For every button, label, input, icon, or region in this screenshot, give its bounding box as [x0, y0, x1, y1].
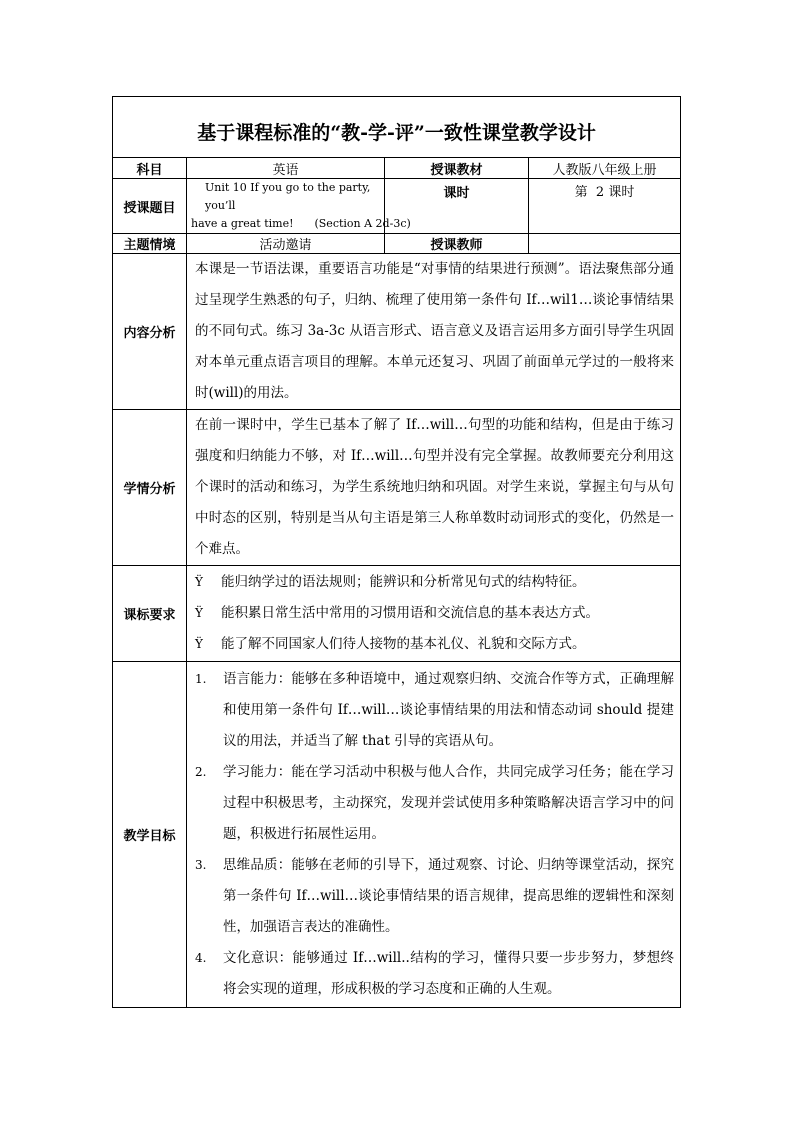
learner-analysis-row [113, 410, 681, 566]
teacher-label: 授课教师 [385, 234, 529, 254]
standards-item [187, 629, 680, 660]
subject-row [113, 158, 681, 179]
content-analysis-label: 内容分析 [113, 254, 187, 410]
standards-item [187, 598, 680, 629]
objectives-list [187, 662, 681, 1008]
objective-item [195, 850, 674, 943]
standards-item [187, 567, 680, 598]
theme-label: 主题情境 [113, 234, 187, 254]
objective-text: 文化意识：能够通过 If…will..结构的学习，懂得只要一步步努力，梦想终将会实现的道理，形成积极的学习态度和正确的人生观。 [223, 950, 675, 997]
objective-number: 1. [195, 672, 207, 686]
objectives-label: 教学目标 [113, 662, 187, 1008]
standards-item-text: 能积累日常生活中常用的习惯用语和交流信息的基本表达方式。 [221, 605, 599, 621]
objective-text: 思维品质：能够在老师的引导下，通过观察、讨论、归纳等课堂活动，探究第一条件句 If…will…谈论事情结果的语言规律，提高思维的逻辑性和深刻性，加强语言表达的准确性。 [223, 857, 675, 935]
learner-analysis-label: 学情分析 [113, 410, 187, 566]
lesson-plan-document [112, 96, 680, 1008]
topic-label: 授课题目 [113, 179, 187, 234]
document-title-cell [113, 97, 681, 158]
bullet-icon: Ÿ [195, 606, 203, 620]
document-title: 基于课程标准的“教-学-评”一致性课堂教学设计 [197, 121, 596, 144]
objective-text: 语言能力：能够在多种语境中，通过观察归纳、交流合作等方式，正确理解和使用第一条件句 If…will…谈论事情结果的用法和情态动词 should 提建议的用法，并适当了解 that 引导的宾语从句。 [223, 671, 675, 749]
objective-item [195, 943, 674, 1005]
lesson-plan-table [112, 96, 681, 1008]
period-label: 课时 [385, 179, 529, 234]
material-value: 人教版八年级上册 [529, 158, 681, 179]
standards-list [187, 566, 681, 662]
standards-row [113, 566, 681, 662]
objective-number: 3. [195, 858, 207, 872]
standards-label: 课标要求 [113, 566, 187, 662]
objective-number: 2. [195, 765, 207, 779]
objectives-row [113, 662, 681, 1008]
learner-analysis-text: 在前一课时中，学生已基本了解了 If…will…句型的功能和结构，但是由于练习强度和归纳能力不够，对 If…will…句型并没有完全掌握。故教师要充分利用这个课时的活动和练习，为学生系统地归纳和巩固。对学生来说，掌握主句与从句中时态的区别，特别是当从句主语是第三人称单数时动词形式的变化，仍然是一个难点。 [187, 410, 681, 566]
topic-value [187, 179, 411, 234]
subject-label: 科目 [113, 158, 187, 179]
theme-value: 活动邀请 [187, 234, 385, 254]
content-analysis-text: 本课是一节语法课，重要语言功能是“对事情的结果进行预测”。语法聚焦部分通过呈现学生熟悉的句子，归纳、梳理了使用第一条件句 If…wil1…谈论事情结果的不同句式。练习 3a-3c 从语言形式、语言意义及语言运用多方面引导学生巩固对本单元重点语言项目的理解。本单元还复习、巩固了前面单元学过的一般将来时(will)的用法。 [187, 254, 681, 410]
teacher-value [529, 234, 681, 254]
topic-value-line1: Unit 10 If you go to the party, you’ll [205, 181, 371, 212]
standards-item-text: 能了解不同国家人们待人接物的基本礼仪、礼貌和交际方式。 [221, 636, 586, 652]
objective-text: 学习能力：能在学习活动中积极与他人合作，共同完成学习任务；能在学习过程中积极思考，主动探究，发现并尝试使用多种策略解决语言学习中的问题，积极进行拓展性运用。 [223, 764, 675, 842]
objective-number: 4. [195, 951, 207, 965]
standards-item-text: 能归纳学过的语法规则；能辨识和分析常见句式的结构特征。 [221, 574, 586, 590]
period-value: 第 2 课时 [529, 179, 681, 234]
theme-row [113, 234, 681, 254]
bullet-icon: Ÿ [195, 575, 203, 589]
title-row [113, 97, 681, 158]
topic-value-line2: have a great time! (Section A 2d-3c) [191, 217, 411, 230]
material-label: 授课教材 [385, 158, 529, 179]
objective-item [195, 757, 674, 850]
objective-item [195, 664, 674, 757]
bullet-icon: Ÿ [195, 637, 203, 651]
subject-value: 英语 [187, 158, 385, 179]
topic-row [113, 179, 681, 234]
content-analysis-row [113, 254, 681, 410]
